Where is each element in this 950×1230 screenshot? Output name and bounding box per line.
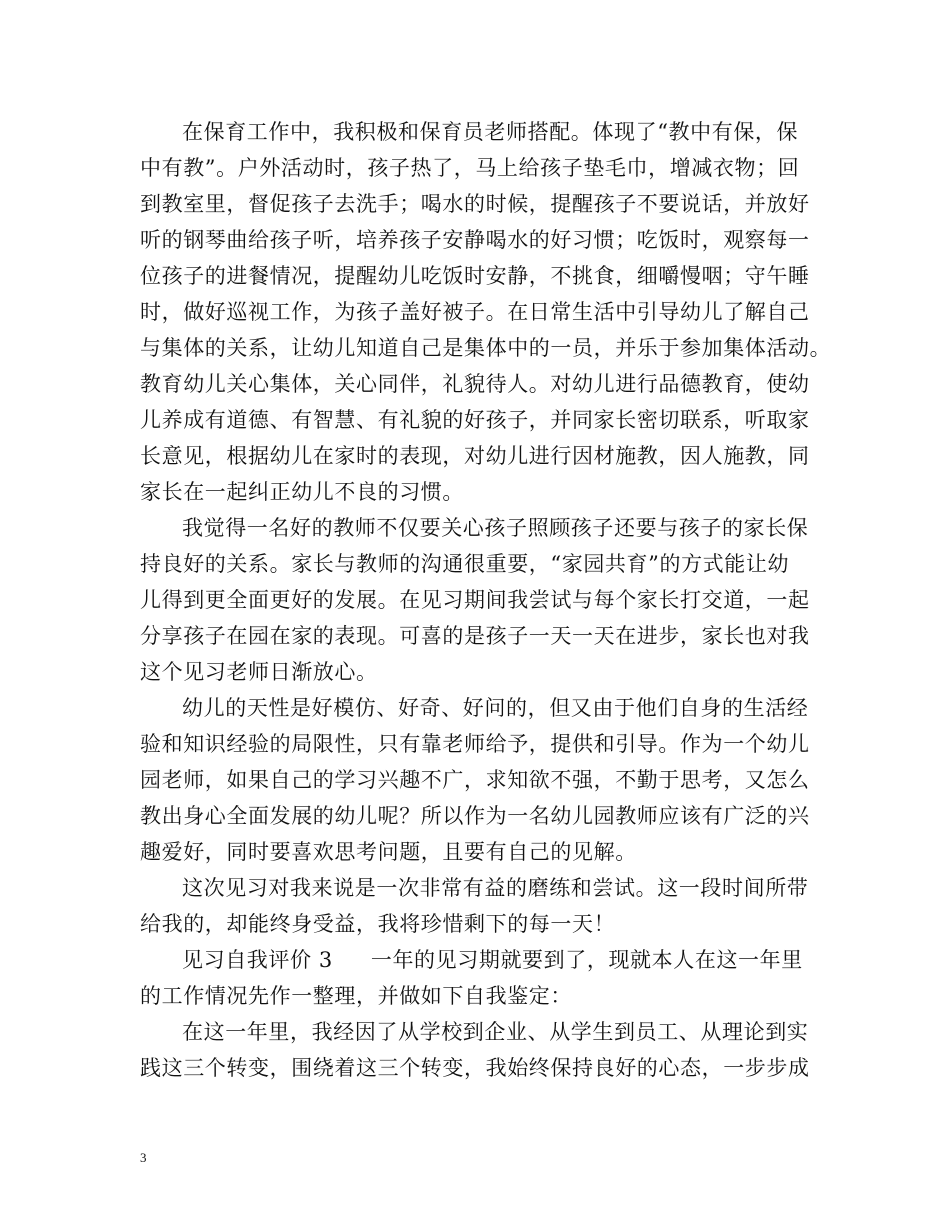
paragraph-line: 教出身心全面发展的幼儿呢？所以作为一名幼儿园教师应该有广泛的兴 [140, 804, 810, 828]
paragraph-line: 践这三个转变，围绕着这三个转变，我始终保持良好的心态，一步步成 [140, 1056, 810, 1080]
paragraph-line: 我觉得一名好的教师不仅要关心孩子照顾孩子还要与孩子的家长保 [182, 516, 809, 540]
paragraph-line: 在这一年里，我经因了从学校到企业、从学生到员工、从理论到实 [182, 1020, 809, 1044]
paragraph-line: 教育幼儿关心集体，关心同伴，礼貌待人。对幼儿进行品德教育，使幼 [140, 372, 810, 396]
paragraph-line: 儿得到更全面更好的发展。在见习期间我尝试与每个家长打交道，一起 [140, 588, 810, 612]
paragraph-line: 中有教”。户外活动时，孩子热了，马上给孩子垫毛巾，增减衣物；回 [140, 156, 800, 180]
paragraph-line: 分享孩子在园在家的表现。可喜的是孩子一天一天在进步，家长也对我 [140, 624, 810, 648]
paragraph-line: 趣爱好，同时要喜欢思考问题，且要有自己的见解。 [140, 840, 637, 864]
section-heading: 见习自我评价 3 [182, 948, 333, 972]
paragraph-line: 幼儿的天性是好模仿、好奇、好问的，但又由于他们自身的生活经 [182, 696, 809, 720]
section-heading-line [140, 942, 820, 978]
section-intro-text: 一年的见习期就要到了，现就本人在这一年里 [370, 948, 803, 972]
paragraph-line: 与集体的关系，让幼儿知道自己是集体中的一员，并乐于参加集体活动。 [140, 336, 832, 360]
document-body [140, 114, 832, 1086]
paragraph-line: 给我的，却能终身受益，我将珍惜剩下的每一天！ [140, 912, 616, 936]
paragraph-line: 的工作情况先作一整理，并做如下自我鉴定： [140, 984, 572, 1008]
paragraph-line: 持良好的关系。家长与教师的沟通很重要，“家园共育”的方式能让幼 [140, 552, 790, 576]
paragraph-line: 园老师，如果自己的学习兴趣不广，求知欲不强，不勤于思考，又怎么 [140, 768, 810, 792]
paragraph-line: 这个见习老师日渐放心。 [140, 660, 378, 684]
paragraph-line: 儿养成有道德、有智慧、有礼貌的好孩子，并同家长密切联系，听取家 [140, 408, 810, 432]
paragraph-line: 长意见，根据幼儿在家时的表现，对幼儿进行因材施教，因人施教，同 [140, 444, 810, 468]
paragraph-line: 这次见习对我来说是一次非常有益的磨练和尝试。这一段时间所带 [182, 876, 809, 900]
paragraph-line: 在保育工作中，我积极和保育员老师搭配。体现了“教中有保，保 [182, 120, 799, 144]
paragraph-line: 验和知识经验的局限性，只有靠老师给予，提供和引导。作为一个幼儿 [140, 732, 810, 756]
paragraph-line: 时，做好巡视工作，为孩子盖好被子。在日常生活中引导幼儿了解自己 [140, 300, 810, 324]
paragraph-line: 听的钢琴曲给孩子听，培养孩子安静喝水的好习惯；吃饭时，观察每一 [140, 228, 810, 252]
paragraph-line: 家长在一起纠正幼儿不良的习惯。 [140, 480, 464, 504]
page-number: 3 [140, 1150, 147, 1165]
paragraph-line: 位孩子的进餐情况，提醒幼儿吃饭时安静，不挑食，细嚼慢咽；守午睡 [140, 264, 810, 288]
paragraph-line: 到教室里，督促孩子去洗手；喝水的时候，提醒孩子不要说话，并放好 [140, 192, 810, 216]
